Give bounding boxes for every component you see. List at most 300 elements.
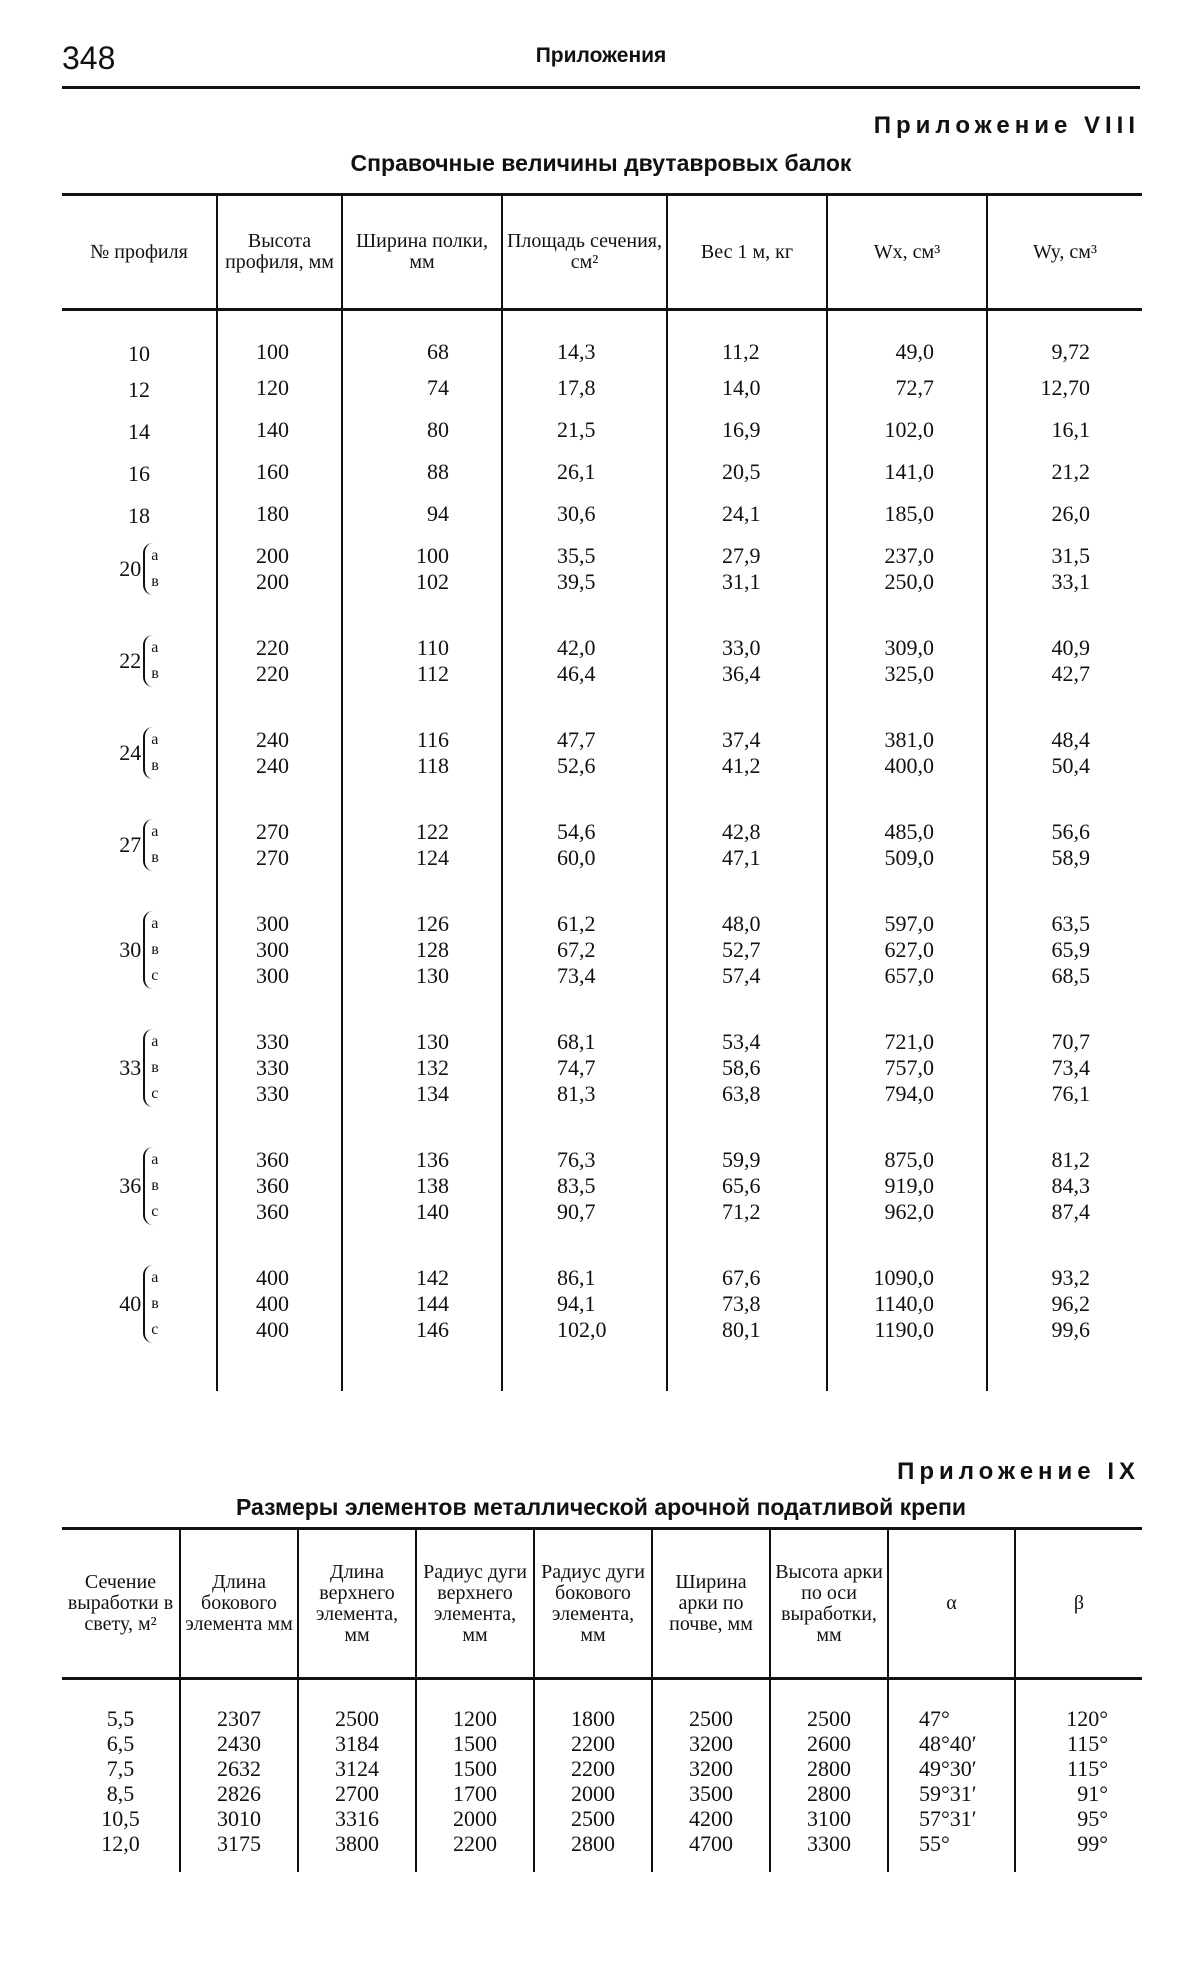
profile-height-value: 400 xyxy=(256,1290,289,1316)
side-element-length-value: 2430 xyxy=(217,1731,261,1756)
table-row xyxy=(62,535,1142,627)
wx-value: 400,0 xyxy=(884,752,934,778)
profile-height-value: 240 xyxy=(256,752,289,778)
top-arc-radius-value: 1700 xyxy=(453,1781,497,1806)
wx-cell xyxy=(827,811,987,903)
flange-width-cell xyxy=(342,409,502,451)
weight-per-meter-cell xyxy=(667,627,827,719)
profile-variant: в xyxy=(151,940,159,958)
profile-height-value: 360 xyxy=(256,1172,289,1198)
spacer-cell xyxy=(502,1375,667,1391)
wy-cell xyxy=(987,310,1142,367)
weight-per-meter-value: 42,8 xyxy=(722,818,761,844)
profile-number-cell xyxy=(62,409,217,451)
profile-number: 24 xyxy=(119,739,142,765)
alpha-value: 57°31′ xyxy=(919,1806,977,1831)
wx-value: 185,0 xyxy=(884,500,934,526)
profile-variant: а xyxy=(151,914,159,932)
wy-value: 99,6 xyxy=(1051,1316,1090,1342)
flange-width-cell xyxy=(342,1021,502,1139)
wx-value: 919,0 xyxy=(884,1172,934,1198)
weight-per-meter-value: 73,8 xyxy=(722,1290,761,1316)
wy-value: 56,6 xyxy=(1051,818,1090,844)
wy-value: 65,9 xyxy=(1051,936,1090,962)
profile-height-value: 330 xyxy=(256,1028,289,1054)
arch-height-value: 2500 xyxy=(807,1706,851,1731)
wx-cell xyxy=(827,1021,987,1139)
flange-width-value: 112 xyxy=(416,660,449,686)
flange-width-cell xyxy=(342,811,502,903)
appendix-8-label: Приложение VIII xyxy=(873,112,1140,139)
wy-cell xyxy=(987,409,1142,451)
side-element-length-value: 2632 xyxy=(217,1756,261,1781)
wy-value: 48,4 xyxy=(1051,726,1090,752)
wy-value: 73,4 xyxy=(1051,1054,1090,1080)
profile-variant-brace xyxy=(143,1147,159,1225)
section-area-value: 47,7 xyxy=(557,726,596,752)
table-row xyxy=(62,1021,1142,1139)
table-row-spacer xyxy=(62,1375,1142,1391)
wy-value: 58,9 xyxy=(1051,844,1090,870)
wx-value: 1090,0 xyxy=(873,1264,934,1290)
flange-width-value: 136 xyxy=(416,1146,449,1172)
section-area-column xyxy=(62,1679,180,1873)
header-weight-per-meter: Вес 1 м, кг xyxy=(667,195,827,310)
profile-number: 27 xyxy=(119,831,142,857)
wy-value: 68,5 xyxy=(1051,962,1090,988)
profile-height-cell xyxy=(217,1021,342,1139)
flange-width-value: 144 xyxy=(416,1290,449,1316)
wy-value: 26,0 xyxy=(1051,500,1090,526)
header-top-element-length: Длина верхнего элемента, мм xyxy=(298,1529,416,1679)
wx-value: 141,0 xyxy=(884,458,934,484)
profile-height-value: 140 xyxy=(256,416,289,442)
wx-cell xyxy=(827,1257,987,1375)
profile-number: 33 xyxy=(119,1054,142,1080)
section-area-value: 81,3 xyxy=(557,1080,596,1106)
section-area-cell xyxy=(502,1021,667,1139)
arch-height-value: 2800 xyxy=(807,1756,851,1781)
weight-per-meter-value: 80,1 xyxy=(722,1316,761,1342)
profile-number: 36 xyxy=(119,1172,142,1198)
wx-value: 49,0 xyxy=(895,339,934,364)
weight-per-meter-value: 20,5 xyxy=(722,458,761,484)
section-area-value: 102,0 xyxy=(557,1316,607,1342)
arch-width-value: 3200 xyxy=(689,1731,733,1756)
profile-variant: в xyxy=(151,1058,159,1076)
header-wx: Wx, см³ xyxy=(827,195,987,310)
wx-value: 509,0 xyxy=(884,844,934,870)
profile-number-cell xyxy=(62,535,217,627)
section-area-value: 94,1 xyxy=(557,1290,596,1316)
profile-number: 40 xyxy=(119,1290,142,1316)
profile-height-value: 120 xyxy=(256,374,289,400)
weight-per-meter-cell xyxy=(667,719,827,811)
appendix-8-title: Справочные величины двутавровых балок xyxy=(350,150,852,176)
flange-width-cell xyxy=(342,493,502,535)
arch-width-column xyxy=(652,1679,770,1873)
section-area-value: 5,5 xyxy=(106,1706,135,1731)
profile-number: 16 xyxy=(128,460,150,486)
weight-per-meter-value: 48,0 xyxy=(722,910,761,936)
wy-value: 42,7 xyxy=(1051,660,1090,686)
top-arc-radius-value: 1500 xyxy=(453,1731,497,1756)
weight-per-meter-value: 52,7 xyxy=(722,936,761,962)
side-element-length-column xyxy=(180,1679,298,1873)
section-area-cell xyxy=(502,1139,667,1257)
header-beta: β xyxy=(1015,1529,1142,1679)
wy-value: 40,9 xyxy=(1051,634,1090,660)
wy-value: 81,2 xyxy=(1051,1146,1090,1172)
profile-number: 18 xyxy=(128,502,150,528)
profile-height-value: 360 xyxy=(256,1198,289,1224)
section-area-value: 10,5 xyxy=(101,1806,140,1831)
wy-value: 16,1 xyxy=(1051,416,1090,442)
wy-cell xyxy=(987,903,1142,1021)
appendix-9-label: Приложение IX xyxy=(897,1458,1140,1485)
weight-per-meter-cell xyxy=(667,1021,827,1139)
wx-value: 72,7 xyxy=(895,374,934,400)
table-row xyxy=(62,409,1142,451)
section-area-cell xyxy=(502,535,667,627)
section-area-value: 76,3 xyxy=(557,1146,596,1172)
side-arc-radius-value: 2000 xyxy=(571,1781,615,1806)
weight-per-meter-value: 36,4 xyxy=(722,660,761,686)
profile-number-cell xyxy=(62,493,217,535)
weight-per-meter-value: 24,1 xyxy=(722,500,761,526)
profile-variant: с xyxy=(151,1202,159,1220)
side-element-length-value: 3010 xyxy=(217,1806,261,1831)
flange-width-cell xyxy=(342,903,502,1021)
section-area-value: 17,8 xyxy=(557,374,596,400)
profile-variant: в xyxy=(151,848,159,866)
wy-cell xyxy=(987,627,1142,719)
section-area-value: 12,0 xyxy=(101,1831,140,1856)
wy-value: 9,72 xyxy=(1051,339,1090,364)
beta-value: 91° xyxy=(1077,1781,1108,1806)
wx-value: 237,0 xyxy=(884,542,934,568)
table-row xyxy=(62,1679,1142,1873)
weight-per-meter-cell xyxy=(667,409,827,451)
wx-value: 875,0 xyxy=(884,1146,934,1172)
spacer-cell xyxy=(667,1375,827,1391)
profile-height-value: 200 xyxy=(256,568,289,594)
section-area-value: 35,5 xyxy=(557,542,596,568)
weight-per-meter-cell xyxy=(667,451,827,493)
profile-variant: в xyxy=(151,1176,159,1194)
profile-height-value: 330 xyxy=(256,1080,289,1106)
page-number: 348 xyxy=(62,40,116,76)
table-row xyxy=(62,627,1142,719)
wx-value: 721,0 xyxy=(884,1028,934,1054)
arch-header-row xyxy=(62,1529,1142,1679)
profile-height-value: 200 xyxy=(256,542,289,568)
wx-cell xyxy=(827,627,987,719)
profile-height-cell xyxy=(217,719,342,811)
spacer-cell xyxy=(217,1375,342,1391)
header-side-arc-radius: Радиус дуги бокового элемента, мм xyxy=(534,1529,652,1679)
wx-cell xyxy=(827,367,987,409)
wy-value: 31,5 xyxy=(1051,542,1090,568)
arch-width-value: 4700 xyxy=(689,1831,733,1856)
profile-number: 12 xyxy=(128,376,150,402)
section-area-value: 42,0 xyxy=(557,634,596,660)
weight-per-meter-cell xyxy=(667,1139,827,1257)
profile-variant: в xyxy=(151,664,159,682)
weight-per-meter-value: 71,2 xyxy=(722,1198,761,1224)
weight-per-meter-cell xyxy=(667,535,827,627)
flange-width-value: 138 xyxy=(416,1172,449,1198)
weight-per-meter-value: 67,6 xyxy=(722,1264,761,1290)
section-area-value: 67,2 xyxy=(557,936,596,962)
wy-value: 21,2 xyxy=(1051,458,1090,484)
section-area-value: 52,6 xyxy=(557,752,596,778)
profile-height-cell xyxy=(217,310,342,367)
profile-number: 14 xyxy=(128,418,150,444)
section-area-value: 83,5 xyxy=(557,1172,596,1198)
wx-value: 1190,0 xyxy=(874,1316,934,1342)
profile-variant: а xyxy=(151,638,159,656)
weight-per-meter-value: 63,8 xyxy=(722,1080,761,1106)
profile-number: 10 xyxy=(128,340,150,366)
flange-width-value: 74 xyxy=(427,374,449,400)
flange-width-value: 68 xyxy=(427,339,449,364)
side-arc-radius-value: 2800 xyxy=(571,1831,615,1856)
profile-height-value: 160 xyxy=(256,458,289,484)
spacer-cell xyxy=(342,1375,502,1391)
profile-variant: а xyxy=(151,730,159,748)
section-area-value: 74,7 xyxy=(557,1054,596,1080)
table-row xyxy=(62,1139,1142,1257)
flange-width-value: 134 xyxy=(416,1080,449,1106)
section-area-cell xyxy=(502,903,667,1021)
weight-per-meter-cell xyxy=(667,367,827,409)
appendix-9-title: Размеры элементов металлической арочной податливой крепи xyxy=(235,1494,967,1520)
section-area-value: 60,0 xyxy=(557,844,596,870)
weight-per-meter-value: 59,9 xyxy=(722,1146,761,1172)
profile-variant-brace xyxy=(143,543,159,595)
weight-per-meter-cell xyxy=(667,903,827,1021)
flange-width-value: 80 xyxy=(427,416,449,442)
profile-number-cell xyxy=(62,367,217,409)
header-wy: Wy, см³ xyxy=(987,195,1142,310)
arch-height-value: 3100 xyxy=(807,1806,851,1831)
header-profile-height: Высота профиля, мм xyxy=(217,195,342,310)
profile-variant-brace xyxy=(143,1029,159,1107)
wx-value: 102,0 xyxy=(884,416,934,442)
header-top-arc-radius: Радиус дуги верхнего элемента, мм xyxy=(416,1529,534,1679)
wy-value: 96,2 xyxy=(1051,1290,1090,1316)
wx-value: 962,0 xyxy=(884,1198,934,1224)
alpha-value: 48°40′ xyxy=(919,1731,977,1756)
flange-width-cell xyxy=(342,310,502,367)
top-arc-radius-value: 1200 xyxy=(453,1706,497,1731)
profile-number-cell xyxy=(62,903,217,1021)
wx-cell xyxy=(827,903,987,1021)
profile-number: 30 xyxy=(119,936,142,962)
table-row xyxy=(62,1257,1142,1375)
top-element-length-value: 3124 xyxy=(335,1756,379,1781)
header-section-area: Сечение выработки в свету, м² xyxy=(62,1529,180,1679)
profile-variant: а xyxy=(151,1032,159,1050)
flange-width-value: 94 xyxy=(427,500,449,526)
header-section-area: Площадь сечения, см² xyxy=(502,195,667,310)
flange-width-value: 122 xyxy=(416,818,449,844)
top-element-length-column xyxy=(298,1679,416,1873)
section-area-cell xyxy=(502,310,667,367)
weight-per-meter-value: 53,4 xyxy=(722,1028,761,1054)
wx-value: 250,0 xyxy=(884,568,934,594)
flange-width-value: 146 xyxy=(416,1316,449,1342)
profile-variant: с xyxy=(151,1320,159,1338)
side-arc-radius-value: 2200 xyxy=(571,1731,615,1756)
profile-number: 22 xyxy=(119,647,142,673)
top-arc-radius-value: 1500 xyxy=(453,1756,497,1781)
profile-number-cell xyxy=(62,719,217,811)
wx-value: 794,0 xyxy=(884,1080,934,1106)
section-area-cell xyxy=(502,627,667,719)
header-arch-height: Высота арки по оси выработки, мм xyxy=(770,1529,888,1679)
profile-height-value: 220 xyxy=(256,634,289,660)
flange-width-value: 142 xyxy=(416,1264,449,1290)
arch-width-value: 4200 xyxy=(689,1806,733,1831)
wy-value: 50,4 xyxy=(1051,752,1090,778)
alpha-value: 49°30′ xyxy=(919,1756,977,1781)
wx-cell xyxy=(827,451,987,493)
profile-height-cell xyxy=(217,451,342,493)
header-flange-width: Ширина полки, мм xyxy=(342,195,502,310)
profile-height-cell xyxy=(217,811,342,903)
section-area-value: 68,1 xyxy=(557,1028,596,1054)
wy-cell xyxy=(987,367,1142,409)
arch-width-value: 2500 xyxy=(689,1706,733,1731)
top-element-length-value: 3184 xyxy=(335,1731,379,1756)
section-area-value: 21,5 xyxy=(557,416,596,442)
side-arc-radius-value: 2200 xyxy=(571,1756,615,1781)
header-profile-number: № профиля xyxy=(62,195,217,310)
profile-height-value: 360 xyxy=(256,1146,289,1172)
profile-height-value: 180 xyxy=(256,500,289,526)
profile-variant-brace xyxy=(143,911,159,989)
flange-width-value: 130 xyxy=(416,962,449,988)
weight-per-meter-value: 65,6 xyxy=(722,1172,761,1198)
profile-height-value: 270 xyxy=(256,818,289,844)
table-row xyxy=(62,310,1142,367)
top-arc-radius-value: 2200 xyxy=(453,1831,497,1856)
i-beam-table xyxy=(62,193,1142,1391)
section-area-value: 14,3 xyxy=(557,339,596,364)
profile-number-cell xyxy=(62,1021,217,1139)
flange-width-value: 126 xyxy=(416,910,449,936)
flange-width-value: 124 xyxy=(416,844,449,870)
profile-variant: с xyxy=(151,966,159,984)
weight-per-meter-value: 37,4 xyxy=(722,726,761,752)
profile-height-cell xyxy=(217,627,342,719)
wx-cell xyxy=(827,719,987,811)
section-area-value: 26,1 xyxy=(557,458,596,484)
arch-height-value: 3300 xyxy=(807,1831,851,1856)
page-header xyxy=(62,38,1140,89)
wy-cell xyxy=(987,1021,1142,1139)
arch-table-body xyxy=(62,1679,1142,1873)
section-area-value: 8,5 xyxy=(106,1781,135,1806)
section-area-value: 90,7 xyxy=(557,1198,596,1224)
profile-variant: а xyxy=(151,1268,159,1286)
profile-height-value: 100 xyxy=(256,339,289,364)
flange-width-value: 130 xyxy=(416,1028,449,1054)
profile-height-value: 300 xyxy=(256,936,289,962)
side-element-length-value: 3175 xyxy=(217,1831,261,1856)
profile-variant-brace xyxy=(143,1265,159,1343)
table-row xyxy=(62,811,1142,903)
alpha-value: 47° xyxy=(919,1706,950,1731)
profile-height-cell xyxy=(217,493,342,535)
section-area-value: 7,5 xyxy=(106,1756,135,1781)
top-element-length-value: 2500 xyxy=(335,1706,379,1731)
profile-variant: а xyxy=(151,546,159,564)
i-beam-table-body xyxy=(62,310,1142,1391)
profile-number-cell xyxy=(62,627,217,719)
weight-per-meter-value: 41,2 xyxy=(722,752,761,778)
profile-variant: с xyxy=(151,1084,159,1102)
profile-height-value: 300 xyxy=(256,962,289,988)
wy-cell xyxy=(987,719,1142,811)
wy-value: 93,2 xyxy=(1051,1264,1090,1290)
wx-cell xyxy=(827,535,987,627)
section-area-value: 39,5 xyxy=(557,568,596,594)
profile-height-cell xyxy=(217,535,342,627)
flange-width-value: 116 xyxy=(416,726,449,752)
wy-cell xyxy=(987,451,1142,493)
top-arc-radius-value: 2000 xyxy=(453,1806,497,1831)
flange-width-cell xyxy=(342,535,502,627)
flange-width-value: 132 xyxy=(416,1054,449,1080)
flange-width-cell xyxy=(342,367,502,409)
profile-variant: в xyxy=(151,572,159,590)
table-row xyxy=(62,493,1142,535)
wx-value: 657,0 xyxy=(884,962,934,988)
weight-per-meter-value: 47,1 xyxy=(722,844,761,870)
profile-variant: а xyxy=(151,1150,159,1168)
section-area-value: 73,4 xyxy=(557,962,596,988)
profile-variant: а xyxy=(151,822,159,840)
alpha-value: 59°31′ xyxy=(919,1781,977,1806)
table-row xyxy=(62,367,1142,409)
header-side-element-length: Длина бокового элемента мм xyxy=(180,1529,298,1679)
wx-value: 309,0 xyxy=(884,634,934,660)
profile-height-value: 300 xyxy=(256,910,289,936)
running-title: Приложения xyxy=(535,44,667,67)
profile-height-value: 330 xyxy=(256,1054,289,1080)
wy-cell xyxy=(987,1139,1142,1257)
alpha-column xyxy=(888,1679,1015,1873)
section-area-value: 86,1 xyxy=(557,1264,596,1290)
flange-width-value: 88 xyxy=(427,458,449,484)
flange-width-value: 140 xyxy=(416,1198,449,1224)
section-area-cell xyxy=(502,409,667,451)
wx-cell xyxy=(827,310,987,367)
section-area-value: 30,6 xyxy=(557,500,596,526)
side-arc-radius-column xyxy=(534,1679,652,1873)
wx-value: 627,0 xyxy=(884,936,934,962)
wy-cell xyxy=(987,1257,1142,1375)
profile-number-cell xyxy=(62,451,217,493)
wx-cell xyxy=(827,1139,987,1257)
profile-number-cell xyxy=(62,1257,217,1375)
header-arch-width: Ширина арки по почве, мм xyxy=(652,1529,770,1679)
flange-width-value: 110 xyxy=(416,634,449,660)
profile-number-cell xyxy=(62,811,217,903)
